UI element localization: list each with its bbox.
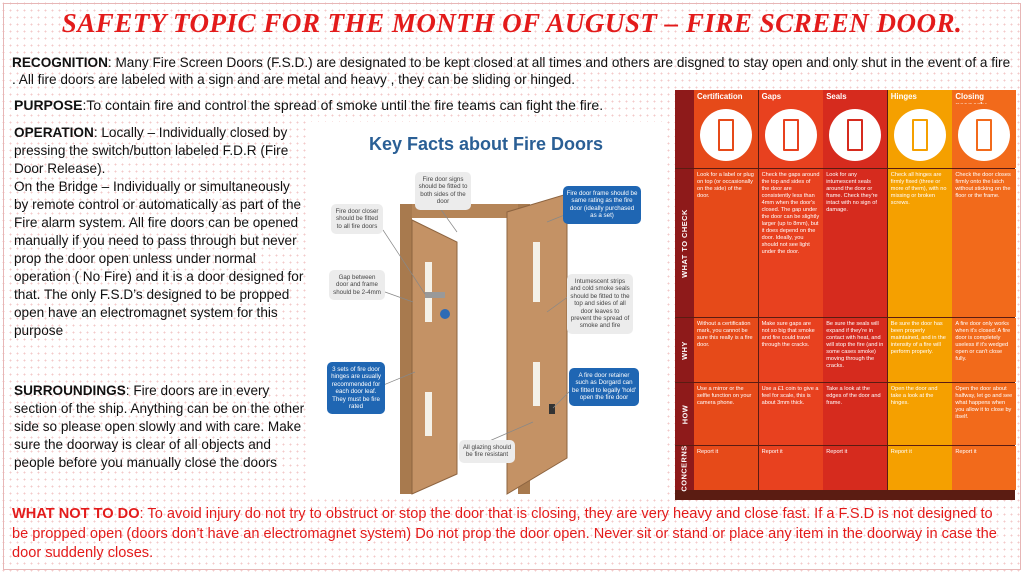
door-closer-icon — [425, 292, 445, 298]
cell-why-seals: Be sure the seals will expand if they're in contact with heat, and will stop the fire (and in some cases smoke) moving through the cracks. — [823, 318, 887, 382]
cell-how-seals: Take a look at the edges of the door and frame. — [823, 383, 887, 445]
cell-why-closing-properly: A fire door only works when it's closed. A fire door is completely useless if it's wedged open or can't close fully. — [952, 318, 1016, 382]
cell-why-gaps: Make sure gaps are not so big that smoke and fire could travel through the cracks. — [759, 318, 823, 382]
cell-concerns-closing-properly: Report it — [952, 446, 1016, 490]
what-not-to-do-paragraph — [12, 505, 1012, 564]
callout-hinges: 3 sets of fire door hinges are usually recommended for each door leaf. They must be fire rated — [327, 362, 385, 414]
recognition-paragraph — [12, 54, 1012, 88]
door-glazing-right-top — [533, 242, 540, 302]
operation-text-bridge: On the Bridge – Individually or simultaneously by remote control or automatically as part of the Fire alarm system. All fire doors can be opened manually if you need to pass through but never prop the door open unless under normal operation ( No Fire) and it is a door designed for that. The only F.S.D’s designed to be propped open have an electromagnet system for this purpose — [14, 179, 304, 338]
callout-door-signs: Fire door signs should be fitted to both sides of the door — [415, 172, 471, 210]
door-icon — [783, 119, 799, 151]
callout-gap: Gap between door and frame should be 2-4mm — [329, 270, 385, 300]
cell-why-certification: Without a certification mark, you cannot be sure this really is a fire door. — [694, 318, 758, 382]
icon-area-gaps — [759, 104, 823, 168]
row-label-text: WHY — [680, 340, 689, 360]
what-not-to-do-label: WHAT NOT TO DO — [12, 506, 140, 522]
row-label-text: WHAT TO CHECK — [680, 208, 690, 278]
icon-area-certification — [694, 104, 758, 168]
certification-icon — [700, 109, 752, 161]
header-certification: Certification — [694, 90, 758, 104]
fire-door-checklist-table — [675, 90, 1015, 500]
door-frame-left — [400, 204, 412, 494]
row-label-text: HOW — [680, 404, 689, 424]
cell-why-hinges: Be sure the door has been properly maintained, and in the intensity of a fire will perform properly. — [888, 318, 952, 382]
icon-area-closing-properly — [952, 104, 1016, 168]
row-label-how — [675, 383, 694, 445]
row-label-concerns — [675, 446, 694, 490]
header-gaps: Gaps — [759, 90, 823, 104]
cell-what-to-check-closing-properly: Check the door closes firmly onto the latch without sticking on the floor or the frame. — [952, 169, 1016, 317]
callout-door-closer: Fire door closer should be fitted to all fire doors — [331, 204, 383, 234]
header-closing-properly: Closing — [952, 90, 1016, 104]
cell-concerns-hinges: Report it — [888, 446, 952, 490]
row-label-text: CONCERNS — [680, 444, 690, 492]
door-icon — [976, 119, 992, 151]
cell-how-hinges: Open the door and take a look at the hinges. — [888, 383, 952, 445]
door-leaf-right — [507, 194, 567, 494]
row-label-why — [675, 318, 694, 382]
operation-paragraph — [14, 124, 304, 340]
header-hinges: Hinges — [888, 90, 952, 104]
cell-concerns-certification: Report it — [694, 446, 758, 490]
surroundings-text: : Fire doors are in every section of the ship. Anything can be on the other side so please open slowly and with care. Make sure the doorway is clear of all objects and people before you manually close the doors — [14, 383, 305, 470]
icon-area-hinges — [888, 104, 952, 168]
recognition-text: : Many Fire Screen Doors (F.S.D.) are designated to be kept closed at all times and others are disgned to stay open and only shut in the event of a fire . All fire doors are labeled with a sign and are metal and heavy , they can be sliding or hinged. — [12, 55, 1011, 87]
callout-glazing: All glazing should be fire resistant — [459, 440, 515, 463]
key-facts-infographic — [307, 122, 665, 498]
cell-how-closing-properly: Open the door about halfway, let go and see what happens when you allow it to close by itself. — [952, 383, 1016, 445]
cell-what-to-check-seals: Look for any intumescent seals around the door or frame. Check they're intact with no sign of damage. — [823, 169, 887, 317]
surroundings-label: SURROUNDINGS — [14, 383, 126, 398]
door-retainer-icon — [549, 404, 555, 414]
cell-how-certification: Use a mirror or the selfie function on your camera phone. — [694, 383, 758, 445]
door-icon — [718, 119, 734, 151]
callout-intumescent-strips: Intumescent strips and cold smoke seals should be fitted to the top and sides of all door leaves to prevent the spread of smoke and fire — [567, 274, 633, 334]
header-seals: Seals — [823, 90, 887, 104]
cell-how-gaps: Use a £1 coin to give a feel for scale, this is about 3mm thick. — [759, 383, 823, 445]
purpose-label: PURPOSE — [14, 97, 83, 113]
icon-area-seals — [823, 104, 887, 168]
callout-door-frame: Fire door frame should be same rating as the fire door (ideally purchased as a set) — [563, 186, 641, 224]
row-label-what-to-check — [675, 169, 694, 317]
key-facts-title: Key Facts about Fire Doors — [368, 134, 604, 154]
door-icon — [912, 119, 928, 151]
cell-what-to-check-certification: Look for a label or plug on top (or occasionally on the side) of the door. — [694, 169, 758, 317]
operation-text-local: : Locally – Individually closed by pressing the switch/button labeled F.D.R (Fire Door Release). — [14, 125, 289, 176]
table-corner — [675, 90, 694, 168]
fire-door-sign-icon — [440, 309, 450, 319]
purpose-text: :To contain fire and control the spread of smoke until the fire teams can fight the fire. — [82, 97, 604, 113]
door-glazing-left-bottom — [425, 392, 432, 436]
operation-label: OPERATION — [14, 125, 94, 140]
seals-icon — [829, 109, 881, 161]
hinges-icon — [894, 109, 946, 161]
purpose-paragraph — [14, 97, 674, 114]
door-leaf-left — [412, 220, 457, 494]
what-not-to-do-text: : To avoid injury do not try to obstruct or stop the door that is closing, they are very heavy and close fast. If a F.S.D is not designed to be propped open (doors don’t have an electromagnet system) Do not prop the door open. Never sit or stand or place any item in the doorway in case the door suddenly closes. — [12, 506, 997, 561]
gaps-icon — [765, 109, 817, 161]
door-icon — [847, 119, 863, 151]
page-title: SAFETY TOPIC FOR THE MONTH OF AUGUST – FIRE SCREEN DOOR. — [61, 8, 963, 38]
cell-concerns-gaps: Report it — [759, 446, 823, 490]
callout-door-retainer: A fire door retainer such as Dorgard can be fitted to legally 'hold' open the fire door — [569, 368, 639, 406]
cell-what-to-check-hinges: Check all hinges are firmly fixed (three or more of them), with no missing or broken screws. — [888, 169, 952, 317]
door-glazing-right-bottom — [533, 362, 540, 406]
cell-concerns-seals: Report it — [823, 446, 887, 490]
recognition-label: RECOGNITION — [12, 55, 108, 70]
cell-what-to-check-gaps: Check the gaps around the top and sides of the door are consistently less than 4mm when the door's closed. The gap under the door can be slightly larger (up to 8mm), but it does depend on the door. Ideally, you should not see light under the door. — [759, 169, 823, 317]
closing-properly-icon — [958, 109, 1010, 161]
surroundings-paragraph — [14, 382, 306, 472]
